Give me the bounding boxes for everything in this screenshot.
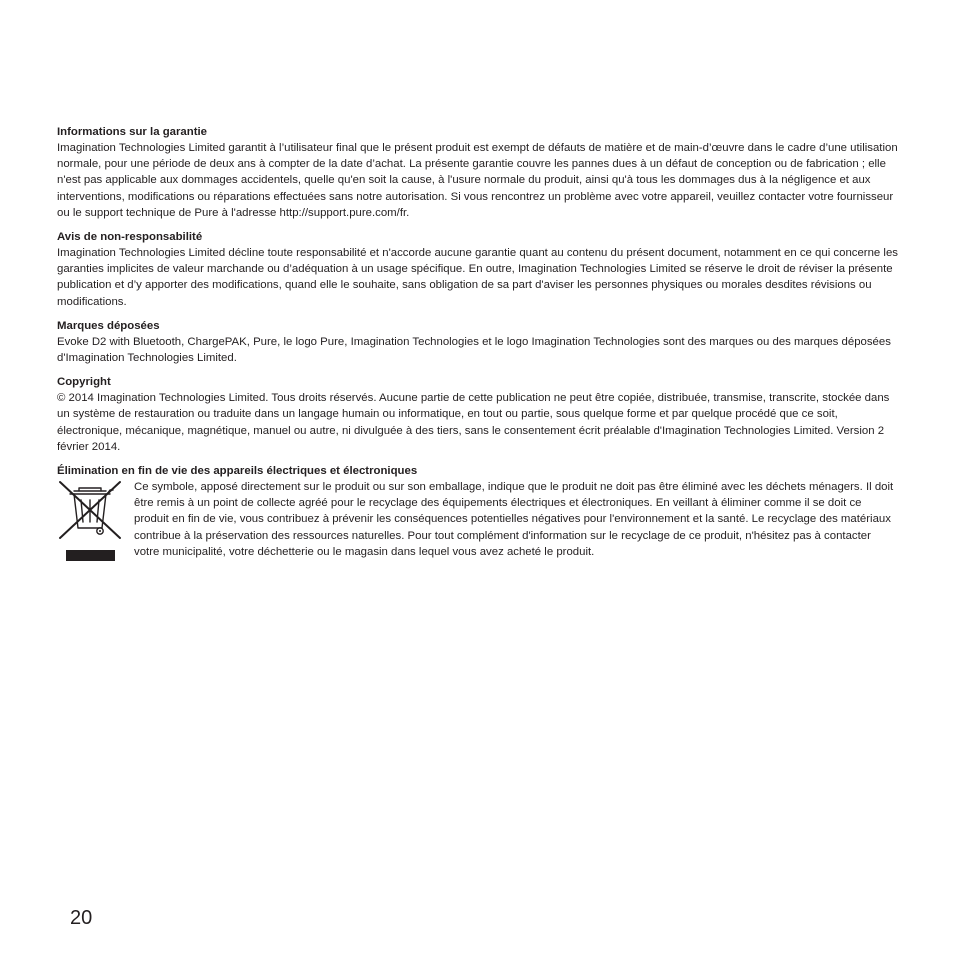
section-trademarks (57, 318, 899, 366)
section-heading: Informations sur la garantie (57, 126, 208, 138)
section-copyright (57, 374, 899, 455)
section-heading: Marques déposées (57, 319, 160, 332)
section-disclaimer (57, 229, 899, 310)
section-weee (57, 463, 899, 564)
section-heading: Copyright (57, 376, 111, 389)
section-heading: Élimination en fin de vie des appareils électriques et électroniques (57, 465, 418, 478)
section-heading: Avis de non-responsabilité (57, 231, 203, 244)
section-warranty (57, 124, 899, 221)
section-body: Imagination Technologies Limited décline toute responsabilité et n'accorde aucune garantie quant au contenu du présent document, notamment en ce qui concerne les garanties implicites de valeur marchande ou d’adéquation à un usage spécifique. En outre, Imagination Technologies Limited se réserve le droit de réviser la présente publication et d’y apporter des modifications, quand elle le souhaite, sans obligation de sa part d'aviser les personnes physiques ou morales desdites révisions ou modifications. (57, 247, 898, 308)
page-number: 20 (70, 907, 93, 929)
weee-block (57, 479, 899, 564)
section-body: © 2014 Imagination Technologies Limited. Tous droits réservés. Aucune partie de cette publication ne peut être copiée, distribuée, transmise, transcrite, stockée dans un système de restauration ou traduite dans un langage humain ou informatique, en tout ou partie, sous quelque forme et par quelque procédé que ce soit, électronique, mécanique, magnétique, manuel ou autre, ni divulguée à des tiers, sans le consentement écrit préalable d'Imagination Technologies Limited. Version 2 février 2014. (57, 392, 890, 453)
crossed-out-wheelie-bin-icon (57, 479, 134, 564)
section-body: Evoke D2 with Bluetooth, ChargePAK, Pure, le logo Pure, Imagination Technologies et le logo Imagination Technologies sont des marques ou des marques déposées d'Imagination Technologies Limited. (57, 335, 891, 365)
section-body: Ce symbole, apposé directement sur le produit ou sur son emballage, indique que le produit ne doit pas être éliminé avec les déchets ménagers. Il doit être remis à un point de collecte agréé pour le recyclage des équipements électriques et électroniques. En veillant à éliminer comme il se doit ce produit en fin de vie, vous contribuez à prévenir les conséquences potentielles négatives pour l'environnement et la santé. Le recyclage des matériaux contribue à la préservation des ressources naturelles. Pour tout complément d'information sur le recyclage de ce produit, n'hésitez pas à contacter votre municipalité, votre déchetterie ou le magasin dans lequel vous avez acheté le produit. (134, 481, 894, 558)
section-body: Imagination Technologies Limited garantit à l’utilisateur final que le présent produit est exempt de défauts de matière et de main-d’œuvre dans le cadre d’une utilisation normale, pour une période de deux ans à compter de la date d’achat. La présente garantie couvre les pannes dues à un défaut de conception ou de fabrication ; elle n'est pas applicable aux dommages accidentels, quelle qu'en soit la cause, à l'usure normale du produit, ainsi qu'à tous les dommages dus à la négligence et aux interventions, modifications ou réparations effectuées sans notre autorisation. Si vous rencontrez un problème avec votre appareil, veuillez contacter votre fournisseur ou le support technique de Pure à l'adresse http://support.pure.com/fr. (57, 142, 898, 219)
document-content (57, 124, 899, 572)
